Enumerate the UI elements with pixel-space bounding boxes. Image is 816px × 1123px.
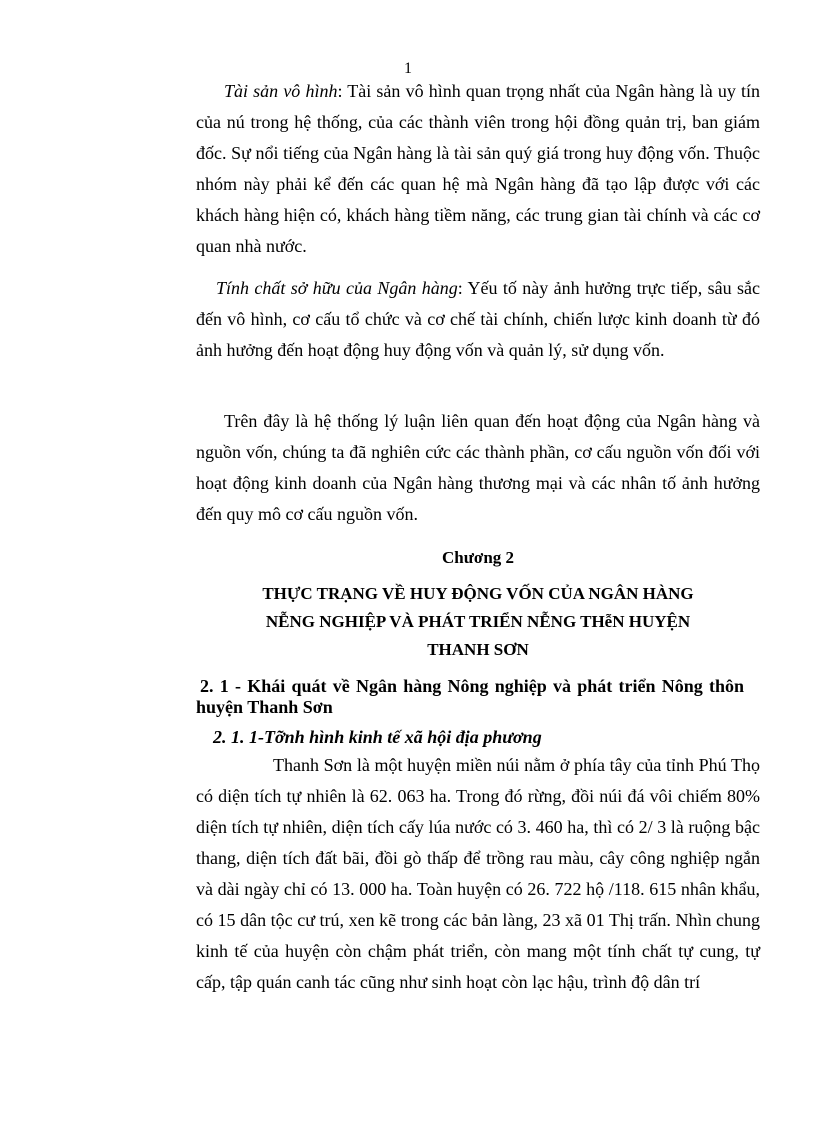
- chapter-title-line: THỰC TRẠNG VỀ HUY ĐỘNG VỐN CỦA NGÂN HÀNG: [262, 584, 694, 603]
- term-intangible-assets: Tài sản vô hình: [224, 81, 338, 101]
- chapter-title-line: NỄNG NGHIỆP VÀ PHÁT TRIỂN NỄNG THễN HUYỆN: [265, 612, 691, 631]
- paragraph-thanh-son: Thanh Sơn là một huyện miền núi nằm ở phía tây của tỉnh Phú Thọ có diện tích tự nhiên là 62. 063 ha. Trong đó rừng, đồi núi đá vôi chiếm 80% diện tích tự nhiên, diện tích cấy lúa nước có 3. 460 ha, thì có 2/ 3 là ruộng bậc thang, diện tích đất bãi, đồi gò thấp để trồng rau màu, cây công nghiệp ngắn và dài ngày chỉ có 13. 000 ha. Toàn huyện có 26. 722 hộ /118. 615 nhân khẩu, có 15 dân tộc cư trú, xen kẽ trong các bản làng, 23 xã 01 Thị trấn. Nhìn chung kinh tế của huyện còn chậm phát triển, còn mang một tính chất tự cung, tự cấp, tập quán canh tác cũng như sinh hoạt còn lạc hậu, trình độ dân trí: [196, 755, 760, 992]
- paragraph-ownership: [196, 273, 760, 366]
- term-ownership: Tính chất sở hữu của Ngân hàng: [216, 278, 458, 298]
- section-heading-2-1: 2. 1 - Khái quát về Ngân hàng Nông nghiệp và phát triển Nông thôn huyện Thanh Sơn: [196, 676, 744, 717]
- section-heading-2-1-1: 2. 1. 1-Tỡnh hình kinh tế xã hội địa phương: [213, 727, 542, 747]
- chapter-title-line: THANH SƠN: [427, 640, 529, 659]
- paragraph-summary: Trên đây là hệ thống lý luận liên quan đến hoạt động của Ngân hàng và nguồn vốn, chúng ta đã nghiên cức các thành phần, cơ cấu nguồn vốn đối với hoạt động kinh doanh của Ngân hàng thương mại và các nhân tố ảnh hưởng đến quy mô cơ cấu nguồn vốn.: [196, 411, 760, 524]
- paragraph-ownership-text: : Yếu tố này ảnh hưởng trực tiếp, sâu sắc đến vô hình, cơ cấu tổ chức và cơ chế tài chính, chiến lược kinh doanh từ đó ảnh hưởng đến hoạt động huy động vốn và quản lý, sử dụng vốn.: [196, 278, 760, 360]
- chapter-label: Chương 2: [441, 548, 515, 567]
- chapter-title: [196, 580, 760, 664]
- paragraph-intangible-assets-text: : Tài sản vô hình quan trọng nhất của Ngân hàng là uy tín của nú trong hệ thống, của các thành viên trong hội đồng quản trị, ban giám đốc. Sự nổi tiếng của Ngân hàng là tài sản quý giá trong huy động vốn. Thuộc nhóm này phải kể đến các quan hệ mà Ngân hàng đã tạo lập được với các khách hàng hiện có, khách hàng tiềm năng, các trung gian tài chính và các cơ quan nhà nước.: [196, 81, 760, 256]
- page-number: 1: [404, 60, 412, 77]
- paragraph-intangible-assets: [196, 76, 760, 262]
